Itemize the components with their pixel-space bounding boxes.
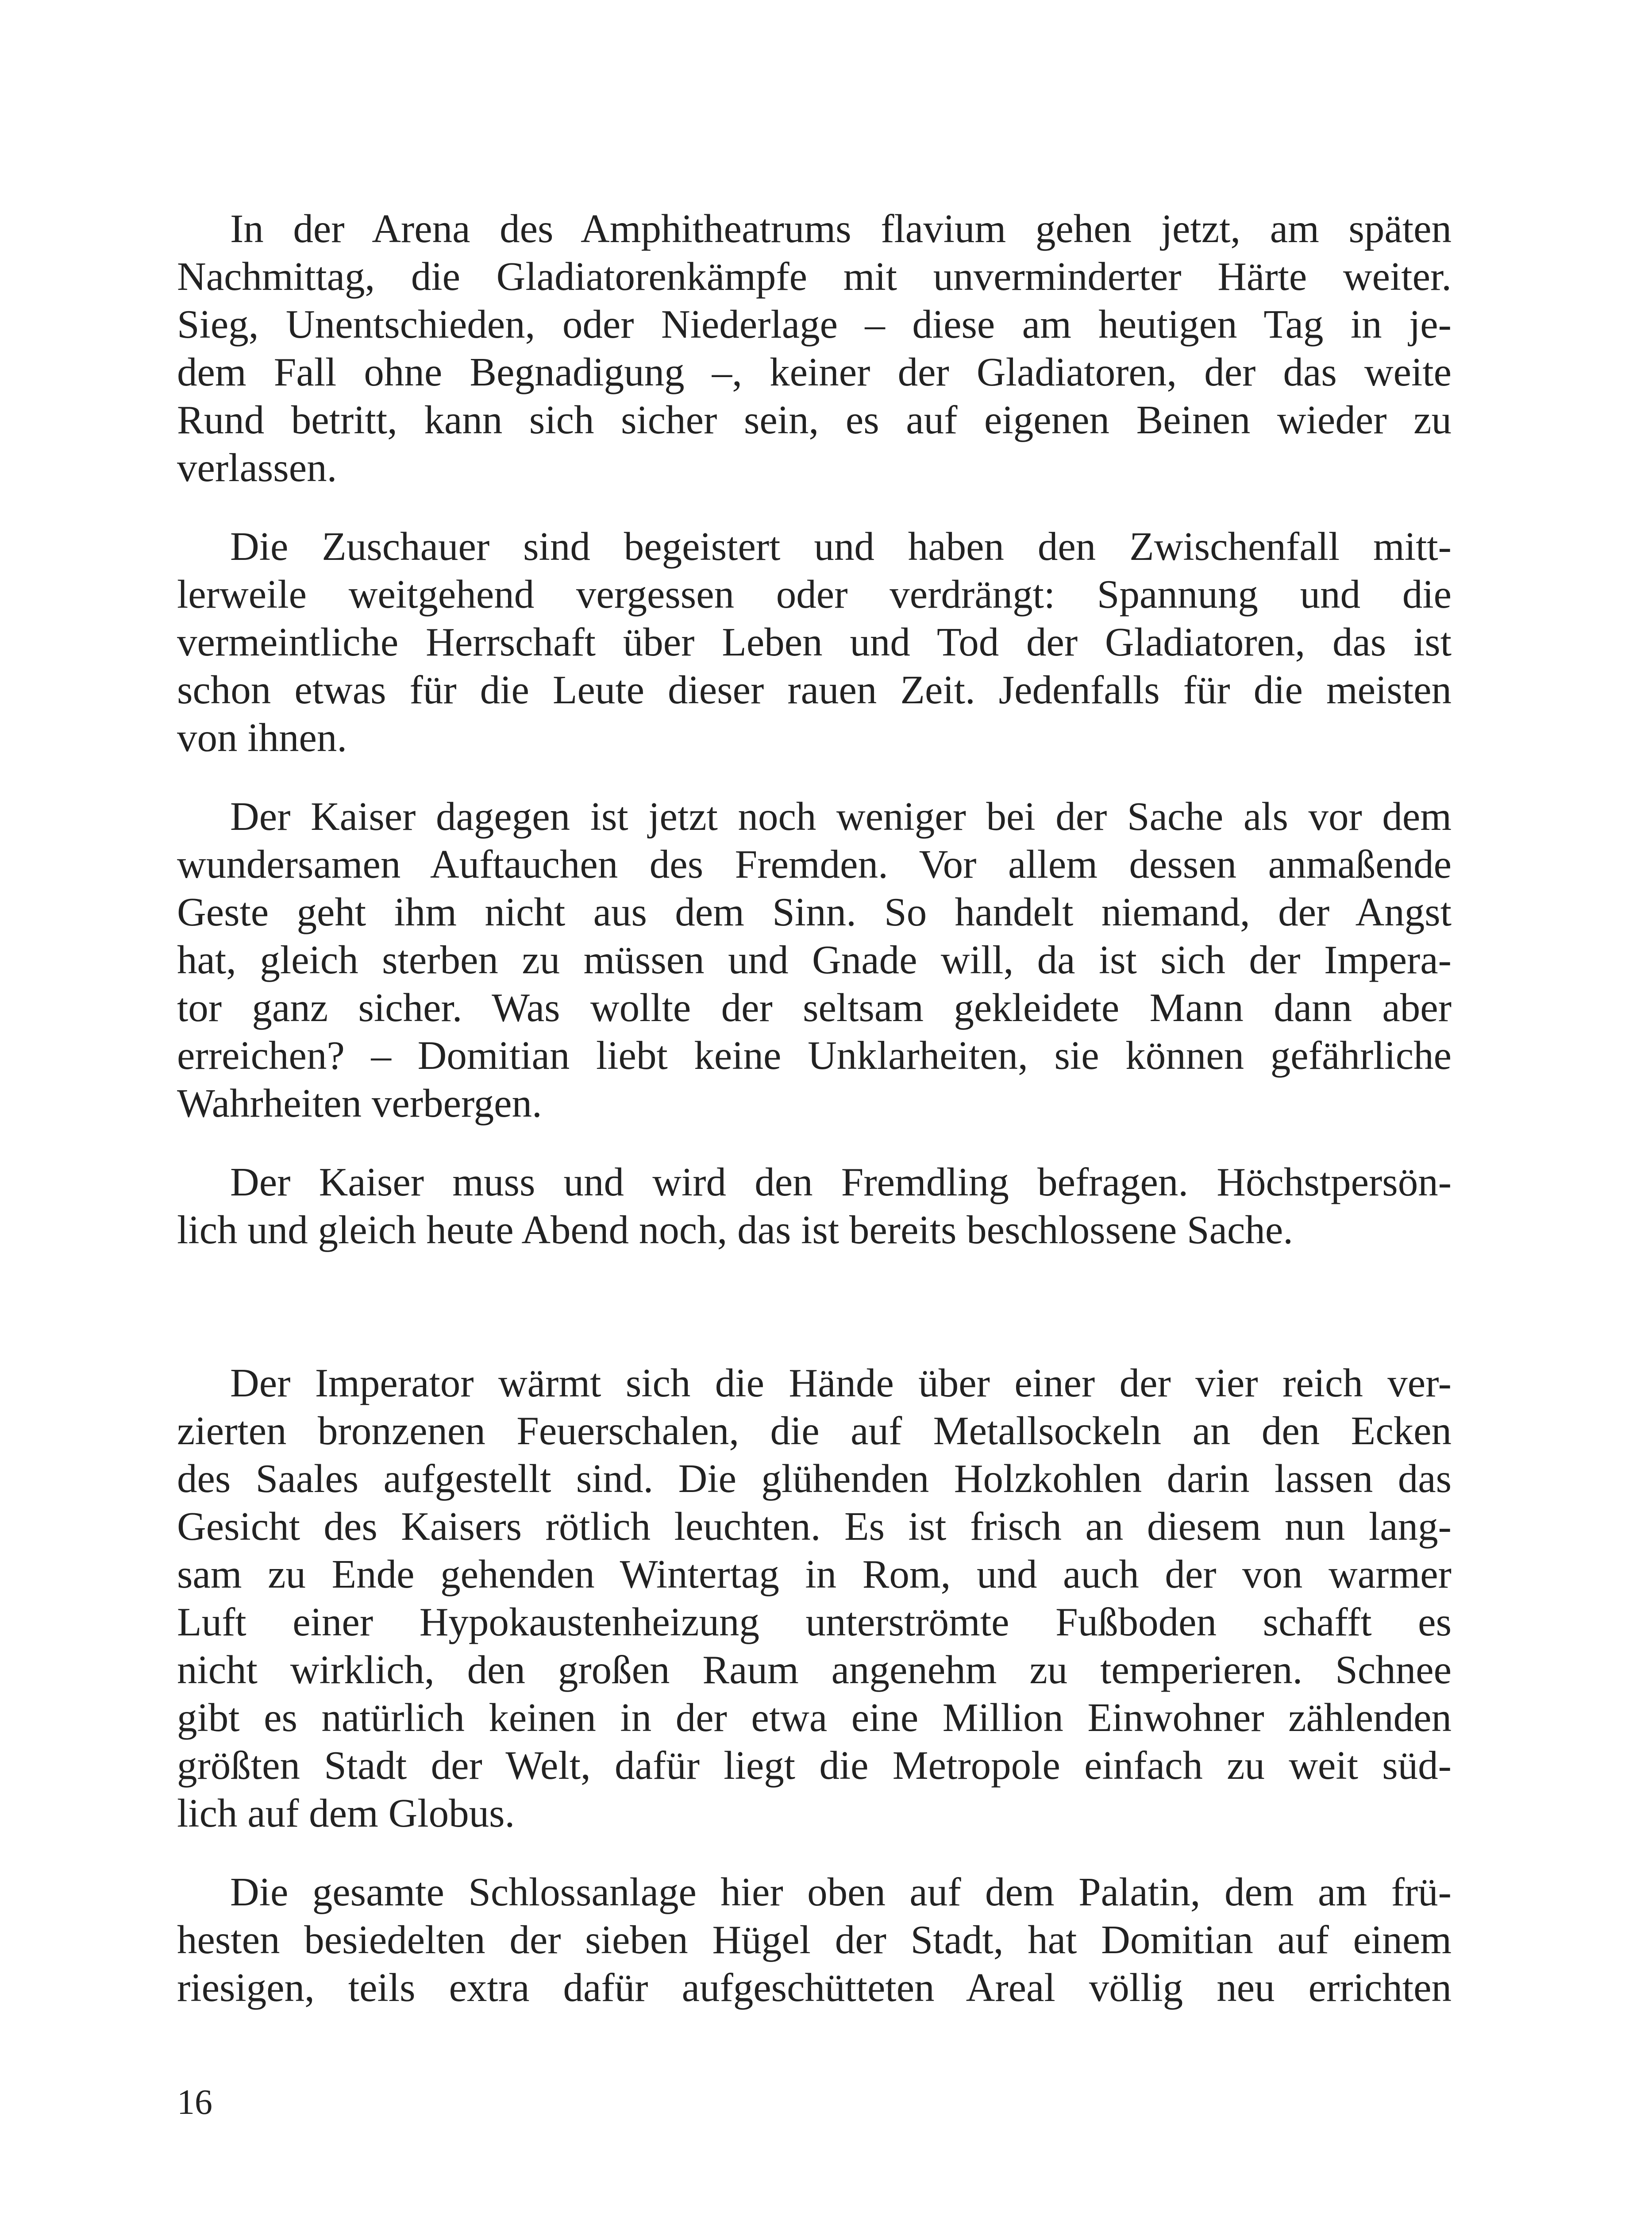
paragraph-5-line-3: des Saales aufgestellt sind. Die glühenden Holzkohlen darin lassen das xyxy=(177,1456,1452,1501)
paragraph-3-line-2: wundersamen Auftauchen des Fremden. Vor allem dessen anmaßende xyxy=(177,842,1452,887)
paragraph-3-line-4: hat, gleich sterben zu müssen und Gnade will, da ist sich der Impera- xyxy=(177,937,1452,982)
paragraph-5-line-8: gibt es natürlich keinen in der etwa eine Million Einwohner zählenden xyxy=(177,1695,1452,1740)
paragraph-2-line-1: Die Zuschauer sind begeistert und haben den Zwischenfall mitt- xyxy=(230,524,1452,569)
paragraph-3-line-1: Der Kaiser dagegen ist jetzt noch weniger bei der Sache als vor dem xyxy=(230,794,1452,839)
paragraph-1-line-4: dem Fall ohne Begnadigung –, keiner der Gladiatoren, der das weite xyxy=(177,350,1452,394)
paragraph-6-line-3: riesigen, teils extra dafür aufgeschütteten Areal völlig neu errichten xyxy=(177,1965,1452,2010)
paragraph-5-line-9: größten Stadt der Welt, dafür liegt die Metropole einfach zu weit süd- xyxy=(177,1743,1452,1788)
paragraph-1-line-5: Rund betritt, kann sich sicher sein, es auf eigenen Beinen wieder zu xyxy=(177,397,1452,442)
page-number: 16 xyxy=(177,2083,212,2122)
paragraph-2-line-4: schon etwas für die Leute dieser rauen Zeit. Jedenfalls für die meisten xyxy=(177,667,1452,712)
paragraph-5-line-4: Gesicht des Kaisers rötlich leuchten. Es ist frisch an diesem nun lang- xyxy=(177,1504,1452,1549)
paragraph-5-line-2: zierten bronzenen Feuerschalen, die auf Metallsockeln an den Ecken xyxy=(177,1408,1452,1453)
paragraph-3-line-5: tor ganz sicher. Was wollte der seltsam gekleidete Mann dann aber xyxy=(177,985,1452,1030)
paragraph-2-line-5: von ihnen. xyxy=(177,715,347,760)
paragraph-2-line-3: vermeintliche Herrschaft über Leben und Tod der Gladiatoren, das ist xyxy=(177,620,1452,664)
paragraph-5-line-7: nicht wirklich, den großen Raum angenehm zu temperieren. Schnee xyxy=(177,1647,1452,1692)
paragraph-3-line-3: Geste geht ihm nicht aus dem Sinn. So handelt niemand, der Angst xyxy=(177,890,1452,934)
paragraph-5-line-1: Der Imperator wärmt sich die Hände über einer der vier reich ver- xyxy=(230,1361,1452,1405)
paragraph-2-line-2: lerweile weitgehend vergessen oder verdrängt: Spannung und die xyxy=(177,572,1452,617)
paragraph-1-line-1: In der Arena des Amphitheatrums flavium gehen jetzt, am späten xyxy=(230,206,1452,251)
paragraph-3-line-6: erreichen? – Domitian liebt keine Unklarheiten, sie können gefährliche xyxy=(177,1033,1452,1078)
paragraph-3-line-7: Wahrheiten verbergen. xyxy=(177,1081,542,1126)
paragraph-5-line-6: Luft einer Hypokaustenheizung unterströmte Fußboden schafft es xyxy=(177,1600,1452,1644)
paragraph-1-line-6: verlassen. xyxy=(177,445,337,490)
paragraph-5-line-5: sam zu Ende gehenden Wintertag in Rom, und auch der von warmer xyxy=(177,1552,1452,1596)
paragraph-5-line-10: lich auf dem Globus. xyxy=(177,1791,515,1835)
paragraph-6-line-2: hesten besiedelten der sieben Hügel der Stadt, hat Domitian auf einem xyxy=(177,1917,1452,1962)
paragraph-6-line-1: Die gesamte Schlossanlage hier oben auf dem Palatin, dem am frü- xyxy=(230,1870,1452,1914)
paragraph-1-line-3: Sieg, Unentschieden, oder Niederlage – diese am heutigen Tag in je- xyxy=(177,302,1452,347)
paragraph-1-line-2: Nachmittag, die Gladiatorenkämpfe mit unverminderter Härte weiter. xyxy=(177,254,1452,299)
paragraph-4-line-1: Der Kaiser muss und wird den Fremdling befragen. Höchstpersön- xyxy=(230,1160,1452,1204)
paragraph-4-line-2: lich und gleich heute Abend noch, das ist bereits beschlossene Sache. xyxy=(177,1207,1294,1252)
